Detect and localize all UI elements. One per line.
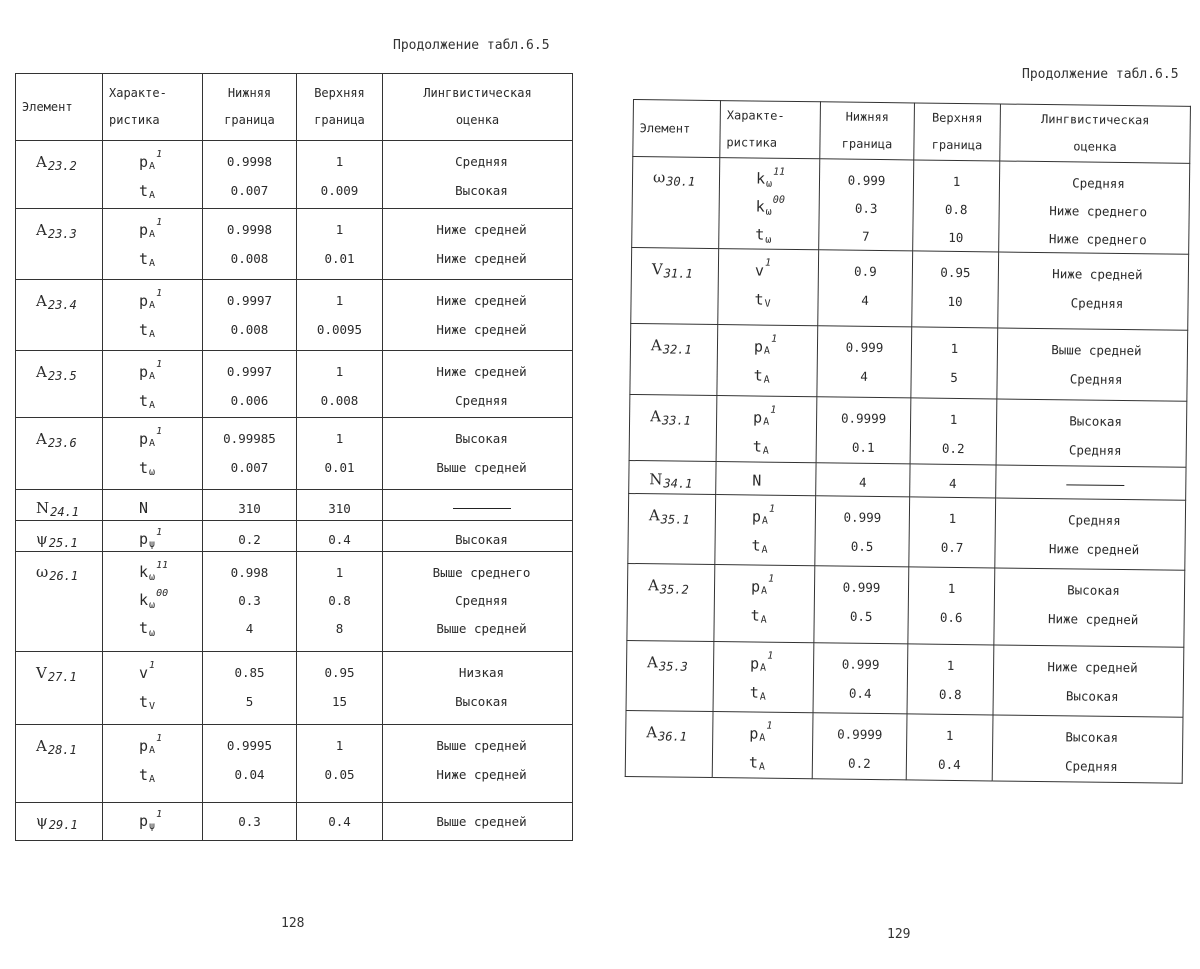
header-linguistic-rating: Лингвистическая оценка <box>383 74 573 141</box>
element-cell <box>16 803 103 841</box>
element-index: 31.1 <box>663 265 693 281</box>
upper-bound-cell: 1 0.4 <box>906 714 993 781</box>
upper-bound-cell: 1 0.01 <box>297 418 383 490</box>
lower-bound-cell: 0.9997 0.008 <box>203 280 297 351</box>
characteristic-symbol: v 1 <box>139 660 156 682</box>
element-symbol: ψ <box>36 530 48 548</box>
characteristic-symbol: t A <box>139 765 156 785</box>
element-symbol: A <box>648 505 660 524</box>
characteristic-cell <box>103 280 203 351</box>
characteristic-symbol: k ω 11 <box>139 559 169 583</box>
element-cell <box>626 640 714 711</box>
linguistic-rating-cell: Высокая Выше средней <box>383 418 573 490</box>
element-index: 33.1 <box>661 412 691 428</box>
dash-line-mark <box>1066 484 1124 486</box>
element-cell <box>627 563 715 641</box>
left-table-caption: Продолжение табл.6.5 <box>393 38 550 53</box>
lower-bound-cell: 0.999 4 <box>817 326 912 398</box>
linguistic-rating-cell: Ниже средней Средняя <box>383 351 573 418</box>
characteristic-cell <box>103 552 203 652</box>
characteristic-cell <box>719 158 820 250</box>
characteristic-symbol: t V <box>139 692 156 712</box>
characteristic-symbol: N <box>139 499 149 517</box>
table-row <box>16 521 573 552</box>
table-header-row <box>16 74 573 141</box>
element-cell <box>16 141 103 209</box>
lower-bound-cell: 310 <box>203 490 297 521</box>
characteristic-cell <box>712 712 813 779</box>
element-symbol: A <box>36 291 47 310</box>
header-upper-bound: Верхняя граница <box>914 103 1001 161</box>
characteristic-symbol: p A 1 <box>139 359 163 382</box>
element-index: 24.1 <box>50 505 80 519</box>
linguistic-rating-cell <box>383 490 573 521</box>
upper-bound-cell: 4 <box>910 464 996 498</box>
lower-bound-cell: 0.2 <box>203 521 297 552</box>
characteristic-symbol: p A 1 <box>139 733 163 756</box>
characteristic-symbol: t A <box>139 320 156 340</box>
characteristic-symbol: p A 1 <box>749 720 773 744</box>
element-index: 27.1 <box>47 669 77 684</box>
upper-bound-cell: 0.95 10 <box>912 251 999 328</box>
lower-bound-cell: 0.3 <box>203 803 297 841</box>
upper-bound-cell: 1 0.8 10 <box>913 160 1000 252</box>
table-row <box>16 418 573 490</box>
header-characteristic: Характе- ристика <box>103 74 203 141</box>
header-characteristic: Характе- ристика <box>720 101 821 159</box>
element-cell <box>16 490 103 521</box>
table-row <box>630 323 1188 401</box>
characteristic-symbol: t ω <box>139 458 156 478</box>
table-row <box>628 493 1186 570</box>
table-row <box>16 803 573 841</box>
element-symbol: A <box>647 575 660 594</box>
characteristic-symbol: p ψ 1 <box>139 808 163 832</box>
characteristic-symbol: t A <box>139 391 156 411</box>
element-symbol: ω <box>652 168 666 187</box>
element-symbol: A <box>36 362 47 381</box>
characteristic-cell <box>103 521 203 552</box>
element-index: 35.3 <box>658 658 688 674</box>
upper-bound-cell: 1 0.05 <box>297 725 383 803</box>
linguistic-rating-cell: Ниже средней Высокая <box>993 645 1184 717</box>
lower-bound-cell: 0.9 4 <box>818 250 913 327</box>
characteristic-symbol: k ω 00 <box>139 587 169 611</box>
lower-bound-cell: 0.85 5 <box>203 652 297 725</box>
element-symbol: A <box>647 652 659 671</box>
characteristic-symbol: p A 1 <box>753 333 778 357</box>
element-symbol: N <box>649 470 663 489</box>
element-cell <box>16 652 103 725</box>
upper-bound-cell: 0.95 15 <box>297 652 383 725</box>
table-row <box>16 552 573 652</box>
linguistic-rating-cell: Средняя Высокая <box>383 141 573 209</box>
upper-bound-cell: 0.4 <box>297 521 383 552</box>
characteristic-cell <box>103 418 203 490</box>
table-row <box>16 351 573 418</box>
element-index: 23.4 <box>47 297 77 312</box>
element-cell <box>629 394 717 461</box>
element-symbol: A <box>650 335 662 354</box>
characteristic-cell <box>103 803 203 841</box>
header-element: Элемент <box>633 100 721 158</box>
element-cell <box>16 521 103 552</box>
linguistic-rating-cell: Низкая Высокая <box>383 652 573 725</box>
upper-bound-cell: 1 0.009 <box>297 141 383 209</box>
characteristic-cell <box>714 565 815 643</box>
right-page-number: 129 <box>887 927 911 942</box>
element-symbol: V <box>36 663 47 682</box>
lower-bound-cell: 0.9999 0.1 <box>816 397 911 464</box>
upper-bound-cell: 1 0.0095 <box>297 280 383 351</box>
element-symbol: N <box>36 499 50 517</box>
linguistic-rating-cell: Высокая Средняя <box>996 399 1187 467</box>
linguistic-rating-cell: Выше средней <box>383 803 573 841</box>
table-row <box>629 394 1187 467</box>
lower-bound-cell: 0.998 0.3 4 <box>203 552 297 652</box>
characteristic-cell <box>718 249 819 326</box>
element-index: 32.1 <box>662 341 692 357</box>
lower-bound-cell: 0.9998 0.007 <box>203 141 297 209</box>
element-index: 25.1 <box>48 536 78 550</box>
characteristic-symbol: p A 1 <box>750 573 775 597</box>
lower-bound-cell: 0.999 0.4 <box>813 643 908 714</box>
element-index: 23.5 <box>47 368 77 383</box>
element-index: 28.1 <box>47 742 77 757</box>
upper-bound-cell: 1 5 <box>911 327 998 399</box>
characteristic-symbol: p A 1 <box>139 288 163 311</box>
element-symbol: ψ <box>36 812 48 830</box>
dash-line-mark <box>453 508 511 509</box>
linguistic-rating-cell: Ниже средней Ниже средней <box>383 209 573 280</box>
characteristic-symbol: p A 1 <box>139 149 163 172</box>
header-upper-bound: Верхняя граница <box>297 74 383 141</box>
element-cell <box>630 323 718 395</box>
linguistic-rating-cell: Выше средней Средняя <box>997 328 1188 401</box>
linguistic-rating-cell <box>996 465 1186 500</box>
element-cell <box>16 351 103 418</box>
element-symbol: A <box>36 152 47 171</box>
table-row <box>631 247 1189 330</box>
characteristic-cell <box>103 351 203 418</box>
characteristic-symbol: k ω 11 <box>755 166 786 190</box>
upper-bound-cell: 1 0.7 <box>909 497 996 568</box>
table-row <box>625 710 1183 783</box>
characteristic-symbol: p A 1 <box>750 650 774 674</box>
element-index: 29.1 <box>48 818 78 832</box>
characteristic-symbol: t A <box>752 436 769 457</box>
linguistic-rating-cell: Ниже средней Средняя <box>998 252 1189 330</box>
characteristic-symbol: t ω <box>755 225 772 246</box>
header-linguistic-rating: Лингвистическая оценка <box>1000 104 1191 163</box>
linguistic-rating-cell: Высокая Ниже средней <box>994 568 1185 647</box>
element-symbol: A <box>646 722 658 741</box>
left-parameter-table <box>15 73 573 841</box>
element-index: 23.2 <box>47 158 77 173</box>
element-cell <box>16 725 103 803</box>
lower-bound-cell: 0.999 0.5 <box>815 496 910 567</box>
element-index: 36.1 <box>657 728 688 744</box>
header-lower-bound: Нижняя граница <box>203 74 297 141</box>
characteristic-cell <box>716 462 816 496</box>
characteristic-symbol: k ω 00 <box>755 194 785 218</box>
right-parameter-table <box>625 99 1191 784</box>
table-row <box>16 209 573 280</box>
table-row <box>16 490 573 521</box>
element-cell <box>629 460 716 494</box>
characteristic-symbol: t A <box>750 605 767 626</box>
table-row <box>16 280 573 351</box>
table-row <box>16 141 573 209</box>
characteristic-symbol: t A <box>749 682 766 703</box>
characteristic-symbol: p A 1 <box>139 426 163 449</box>
lower-bound-cell: 0.9998 0.008 <box>203 209 297 280</box>
characteristic-symbol: N <box>752 471 762 490</box>
element-index: 30.1 <box>666 174 696 189</box>
table-row <box>16 725 573 803</box>
characteristic-symbol: p ψ 1 <box>139 526 163 550</box>
element-symbol: V <box>651 259 663 278</box>
lower-bound-cell: 4 <box>816 463 910 497</box>
table-header-row <box>633 100 1191 164</box>
linguistic-rating-cell: Высокая <box>383 521 573 552</box>
table-row <box>16 652 573 725</box>
characteristic-cell <box>103 209 203 280</box>
upper-bound-cell: 1 0.2 <box>910 398 997 465</box>
element-index: 35.2 <box>659 581 689 597</box>
element-index: 34.1 <box>663 476 693 491</box>
element-cell <box>625 710 713 777</box>
linguistic-rating-cell: Выше средней Ниже средней <box>383 725 573 803</box>
upper-bound-cell: 1 0.008 <box>297 351 383 418</box>
characteristic-symbol: t V <box>754 290 771 310</box>
element-cell <box>628 493 716 564</box>
element-index: 35.1 <box>660 511 690 527</box>
characteristic-symbol: t ω <box>139 619 156 639</box>
header-lower-bound: Нижняя граница <box>820 102 915 160</box>
characteristic-symbol: t A <box>139 249 156 269</box>
header-element: Элемент <box>16 74 103 141</box>
element-cell <box>631 247 719 324</box>
linguistic-rating-cell: Выше среднего Средняя Выше средней <box>383 552 573 652</box>
characteristic-cell <box>103 490 203 521</box>
characteristic-symbol: t A <box>751 535 768 556</box>
upper-bound-cell: 1 0.8 8 <box>297 552 383 652</box>
lower-bound-cell: 0.9997 0.006 <box>203 351 297 418</box>
upper-bound-cell: 1 0.01 <box>297 209 383 280</box>
lower-bound-cell: 0.999 0.5 <box>814 566 909 644</box>
characteristic-cell <box>103 725 203 803</box>
element-cell <box>16 418 103 490</box>
table-row <box>632 157 1190 255</box>
characteristic-symbol: v 1 <box>754 257 772 280</box>
characteristic-symbol: p A 1 <box>753 404 777 428</box>
element-index: 26.1 <box>49 569 79 583</box>
characteristic-symbol: t A <box>139 181 156 201</box>
left-page-number: 128 <box>281 916 305 931</box>
element-symbol: A <box>36 736 47 755</box>
linguistic-rating-cell: Высокая Средняя <box>992 715 1183 783</box>
linguistic-rating-cell: Ниже средней Ниже средней <box>383 280 573 351</box>
element-cell <box>16 280 103 351</box>
table-row <box>627 563 1185 647</box>
upper-bound-cell: 1 0.8 <box>907 644 994 715</box>
characteristic-symbol: p A 1 <box>139 217 163 240</box>
characteristic-cell <box>717 325 818 397</box>
element-symbol: A <box>650 406 662 425</box>
characteristic-symbol: t A <box>753 365 770 386</box>
element-index: 23.6 <box>47 435 77 450</box>
lower-bound-cell: 0.9995 0.04 <box>203 725 297 803</box>
linguistic-rating-cell: Средняя Ниже средней <box>995 498 1186 570</box>
element-index: 23.3 <box>47 226 77 241</box>
lower-bound-cell: 0.99985 0.007 <box>203 418 297 490</box>
upper-bound-cell: 1 0.6 <box>908 567 995 645</box>
right-table-caption: Продолжение табл.6.5 <box>1022 67 1179 82</box>
characteristic-cell <box>716 396 817 463</box>
table-row <box>626 640 1184 717</box>
linguistic-rating-cell: Средняя Ниже среднего Ниже среднего <box>999 161 1190 254</box>
upper-bound-cell: 0.4 <box>297 803 383 841</box>
characteristic-symbol: t A <box>748 752 765 773</box>
characteristic-symbol: p A 1 <box>751 503 776 527</box>
element-cell <box>632 157 720 249</box>
element-symbol: A <box>36 429 47 448</box>
element-symbol: A <box>36 220 47 239</box>
characteristic-cell <box>713 642 814 713</box>
element-cell <box>16 552 103 652</box>
element-symbol: ω <box>36 563 49 581</box>
characteristic-cell <box>715 495 816 566</box>
element-cell <box>16 209 103 280</box>
upper-bound-cell: 310 <box>297 490 383 521</box>
characteristic-cell <box>103 652 203 725</box>
lower-bound-cell: 0.9999 0.2 <box>812 713 907 780</box>
characteristic-cell <box>103 141 203 209</box>
lower-bound-cell: 0.999 0.3 7 <box>819 159 914 251</box>
